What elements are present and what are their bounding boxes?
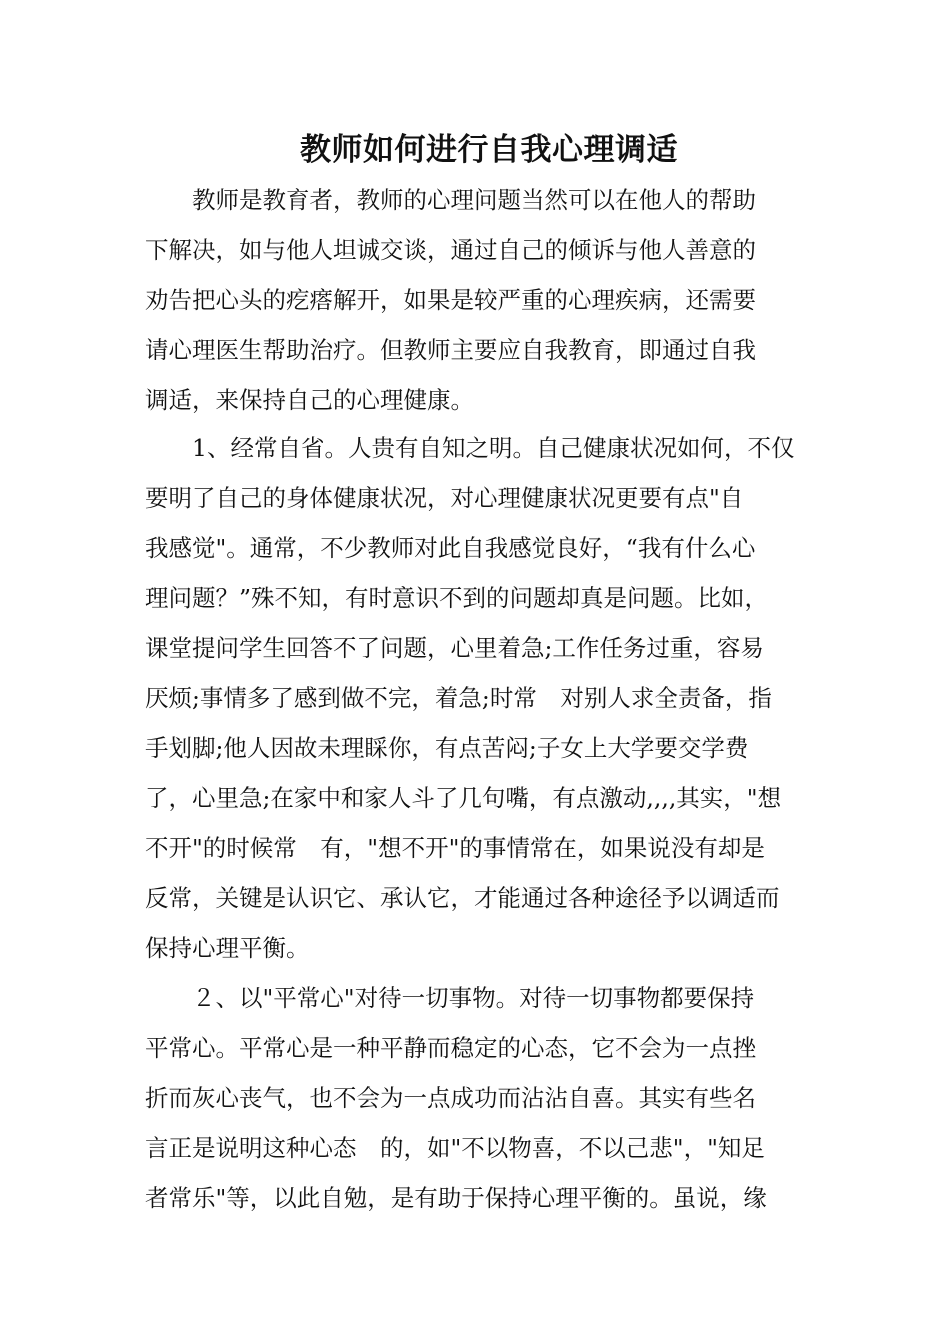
text-line: 请心理医生帮助治疗。但教师主要应自我教育，即通过自我 (145, 336, 756, 364)
text-line: 者常乐"等，以此自勉，是有助于保持心理平衡的。虽说，缘 (145, 1184, 767, 1212)
text-line: 要明了自己的身体健康状况，对心理健康状况更要有点"自 (145, 484, 744, 512)
text-line: 厌烦;事情多了感到做不完，着急;时常 对别人求全责备，指 (145, 684, 772, 712)
text-line: 平常心。平常心是一种平静而稳定的心态，它不会为一点挫 (145, 1034, 756, 1062)
text-line: 教师是教育者，教师的心理问题当然可以在他人的帮助 (145, 186, 756, 214)
document-title: 教师如何进行自我心理调适 (300, 132, 678, 168)
text-line: 手划脚;他人因故未理睬你，有点苦闷;子女上大学要交学费 (145, 734, 749, 762)
text-line: 调适，来保持自己的心理健康。 (145, 386, 474, 414)
text-line: 言正是说明这种心态 的，如"不以物喜，不以己悲"，"知足 (145, 1134, 765, 1162)
text-line: 下解决，如与他人坦诚交谈，通过自己的倾诉与他人善意的 (145, 236, 756, 264)
text-line: 我感觉"。通常，不少教师对此自我感觉良好，“我有什么心 (145, 534, 756, 562)
text-line: 保持心理平衡。 (145, 934, 310, 962)
text-line: 折而灰心丧气，也不会为一点成功而沾沾自喜。其实有些名 (145, 1084, 756, 1112)
text-line: 课堂提问学生回答不了问题，心里着急;工作任务过重，容易 (145, 634, 764, 662)
text-line: 了，心里急;在家中和家人斗了几句嘴，有点激动,,,,其实，"想 (145, 784, 782, 812)
text-line: 劝告把心头的疙瘩解开，如果是较严重的心理疾病，还需要 (145, 286, 756, 314)
text-line: 不开"的时候常 有，"想不开"的事情常在，如果说没有却是 (145, 834, 765, 862)
text-line: ２、以"平常心"对待一切事物。对待一切事物都要保持 (145, 984, 755, 1012)
text-line: 反常，关键是认识它、承认它，才能通过各种途径予以调适而 (145, 884, 780, 912)
text-line: 1、经常自省。人贵有自知之明。自己健康状况如何，不仅 (145, 434, 795, 462)
text-line: 理问题？”殊不知，有时意识不到的问题却真是问题。比如， (145, 584, 769, 612)
